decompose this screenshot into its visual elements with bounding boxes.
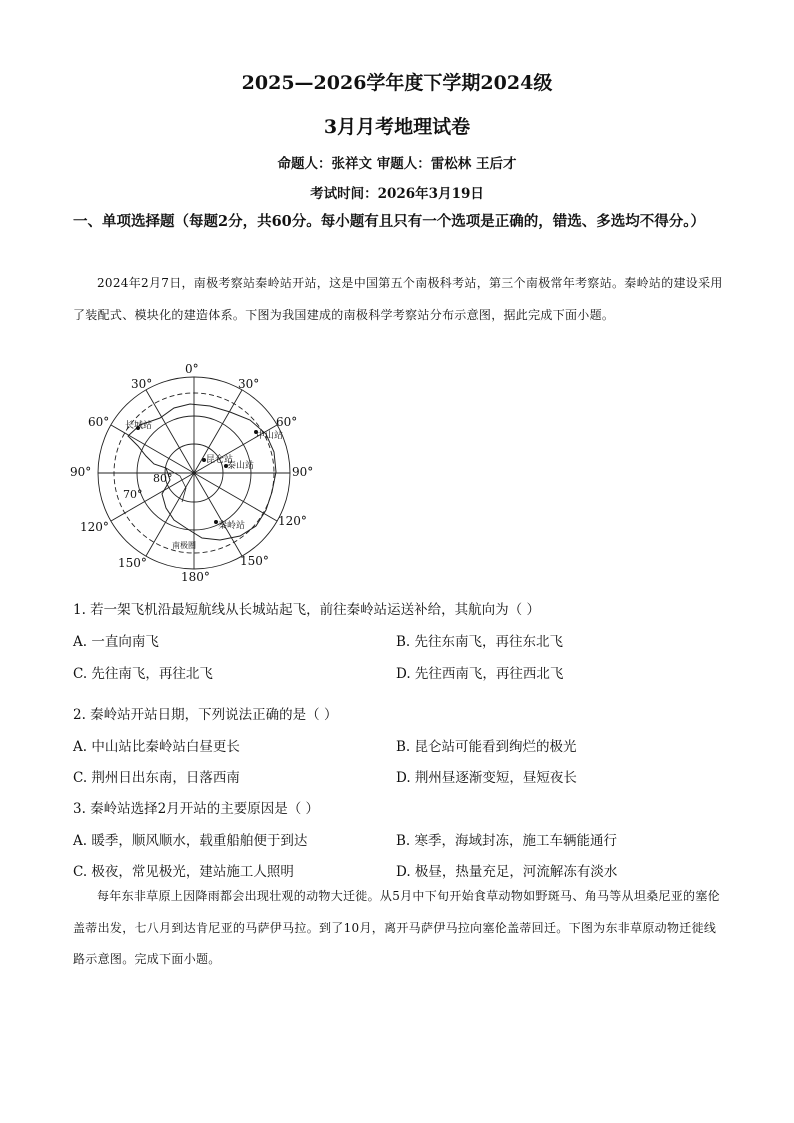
- station-label-qinling: 秦岭站: [218, 521, 246, 531]
- section-heading: 一、单项选择题（每题2分，共60分。每小题有且只有一个选项是正确的，错选、多选均不得分。）: [73, 213, 706, 230]
- question-1-stem: 1. 若一架飞机沿最短航线从长城站起飞，前往秦岭站运送补给，其航向为（ ）: [73, 602, 540, 618]
- lon-label-90e: 90°: [292, 465, 314, 479]
- lon-label-60w: 60°: [88, 415, 110, 429]
- lon-label-150w: 150°: [118, 556, 147, 570]
- question-2-option-a[interactable]: A. 中山站比秦岭站白昼更长: [73, 739, 240, 755]
- lon-label-120e: 120°: [278, 514, 307, 528]
- exam-title-line2: 3月月考地理试卷: [323, 116, 471, 138]
- lon-label-90w: 90°: [70, 465, 92, 479]
- lat-label-70: 70°: [123, 488, 143, 501]
- lon-label-30e: 30°: [238, 377, 260, 391]
- antarctic-station-map: [70, 360, 320, 589]
- question-1-option-c[interactable]: C. 先往南飞，再往北飞: [73, 666, 213, 682]
- lon-label-120w: 120°: [80, 520, 109, 534]
- lon-label-150e: 150°: [240, 554, 269, 568]
- lon-label-0: 0°: [185, 362, 199, 376]
- question-1-option-a[interactable]: A. 一直向南飞: [73, 634, 159, 650]
- station-label-changcheng: 长城站: [125, 421, 153, 431]
- question-3-option-a[interactable]: A. 暖季，顺风顺水，载重船舶便于到达: [73, 833, 308, 849]
- exam-title-line1: 2025—2026学年度下学期2024级: [241, 72, 553, 94]
- exam-authors: 命题人：张祥文 审题人：雷松林 王后才: [277, 156, 517, 172]
- question-3-option-d[interactable]: D. 极昼，热量充足，河流解冻有淡水: [396, 864, 618, 880]
- question-1-option-d[interactable]: D. 先往西南飞，再往西北飞: [396, 666, 564, 682]
- lon-label-180: 180°: [181, 570, 210, 584]
- lat-label-80: 80°: [153, 472, 173, 485]
- question-2-option-d[interactable]: D. 荆州昼逐渐变短，昼短夜长: [396, 770, 577, 786]
- question-2-stem: 2. 秦岭站开站日期，下列说法正确的是（ ）: [73, 707, 338, 723]
- question-2-option-c[interactable]: C. 荆州日出东南，日落西南: [73, 770, 240, 786]
- question-3-stem: 3. 秦岭站选择2月开站的主要原因是（ ）: [73, 801, 320, 817]
- exam-time: 考试时间：2026年3月19日: [310, 186, 484, 202]
- passage-intro-2: 每年东非草原上因降雨都会出现壮观的动物大迁徙。从5月中下旬开始食草动物如野斑马、角马等从坦桑尼亚的塞伦盖蒂出发，七八月到达肯尼亚的马萨伊马拉。到了10月，离开马萨伊马拉向塞伦盖蒂回迁。下图为东非草原动物迁徙线路示意图。完成下面小题。: [73, 889, 720, 966]
- question-1-option-b[interactable]: B. 先往东南飞，再往东北飞: [396, 634, 564, 650]
- station-label-kunlun: 昆仑站: [206, 455, 234, 465]
- question-3-option-c[interactable]: C. 极夜，常见极光，建站施工人照明: [73, 864, 294, 880]
- question-3-option-b[interactable]: B. 寒季，海域封冻，施工车辆能通行: [396, 833, 618, 849]
- antarctic-circle-label: 南极圈: [172, 541, 196, 550]
- station-label-taishan: 泰山站: [227, 461, 255, 471]
- station-label-zhongshan: 中山站: [256, 431, 284, 441]
- question-2-option-b[interactable]: B. 昆仑站可能看到绚烂的极光: [396, 739, 577, 755]
- lon-label-30w: 30°: [131, 377, 153, 391]
- lon-label-60e: 60°: [276, 415, 298, 429]
- passage-intro-1: 2024年2月7日，南极考察站秦岭站开站，这是中国第五个南极科考站，第三个南极常年考察站。秦岭站的建设采用了装配式、模块化的建造体系。下图为我国建成的南极科学考察站分布示意图，据此完成下面小题。: [73, 276, 723, 322]
